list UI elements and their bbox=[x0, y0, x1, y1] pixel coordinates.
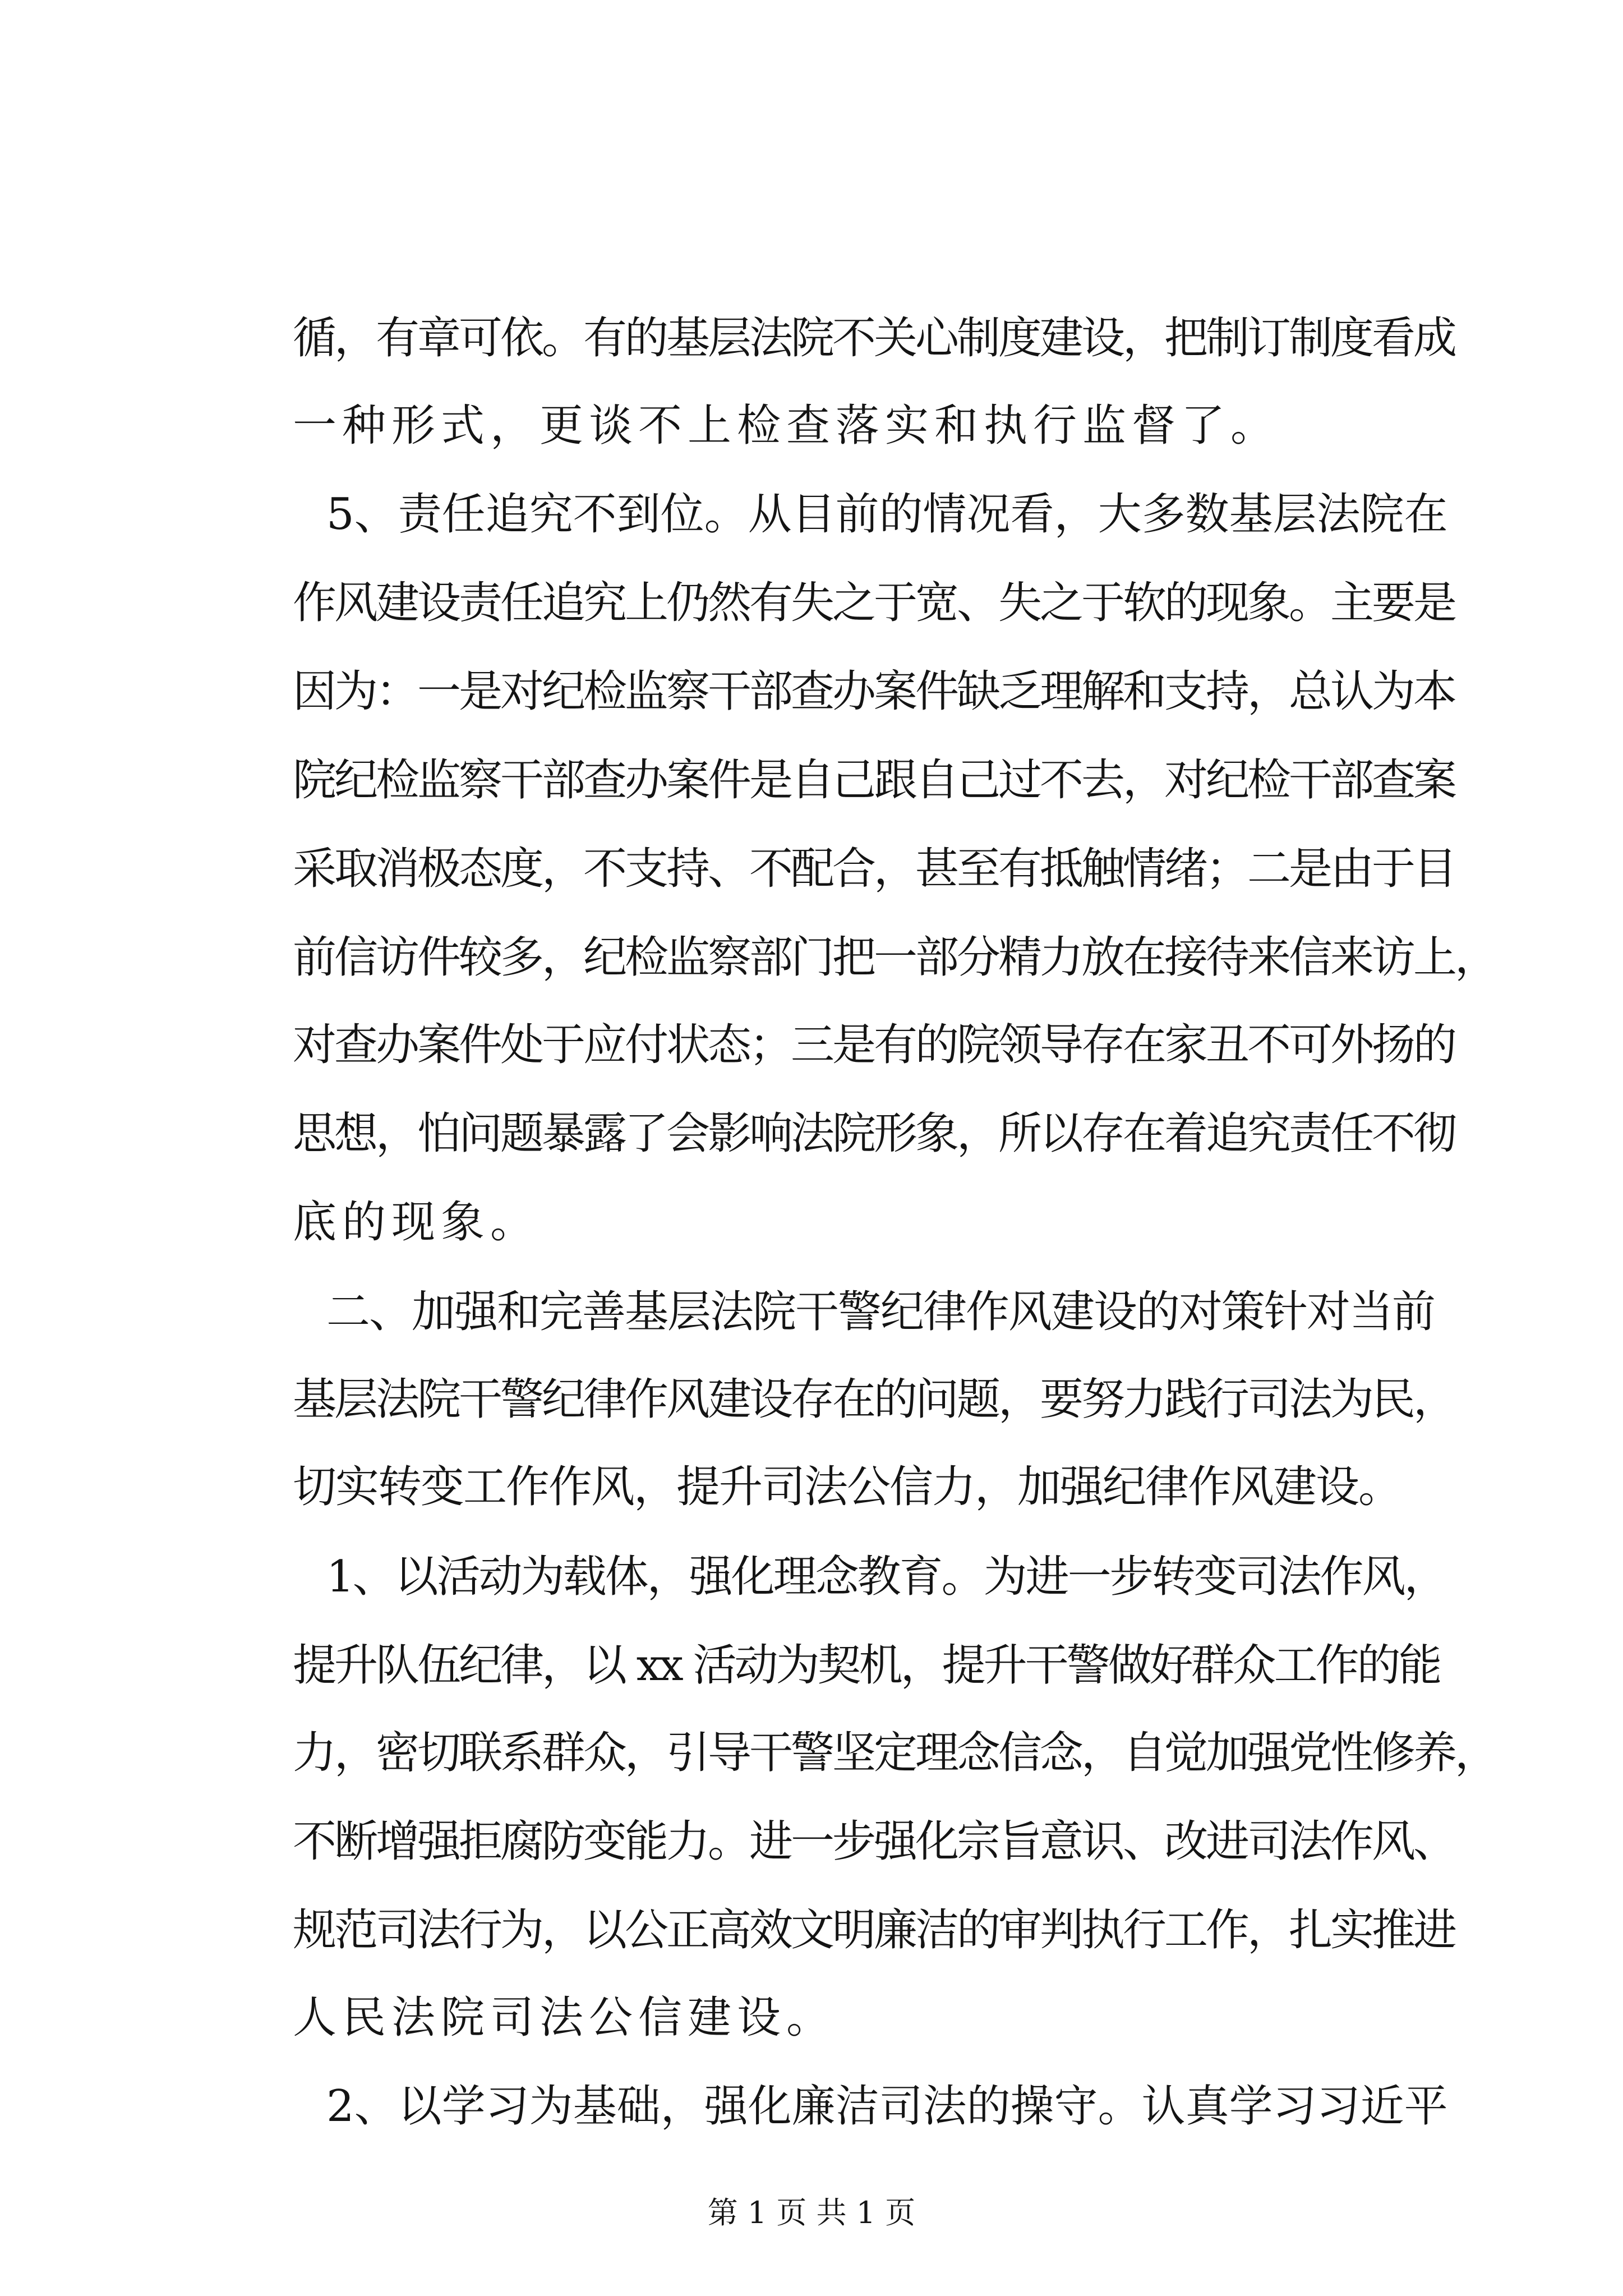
text-line: 切实转变工作作风，提升司法公信力，加强纪律作风建设。 bbox=[293, 1462, 1401, 1512]
text-line: 基层法院干警纪律作风建设存在的问题，要努力践行司法为民， bbox=[293, 1374, 1455, 1425]
text-line: 1、以活动为载体，强化理念教育。为进一步转变司法作风， bbox=[326, 1552, 1446, 1602]
text-line: 不断增强拒腐防变能力。进一步强化宗旨意识、改进司法作风、 bbox=[293, 1816, 1455, 1867]
text-line: 一种形式，更谈不上检查落实和执行监督了。 bbox=[293, 401, 1280, 451]
text-line: 提升队伍纪律，以 xx 活动为契机，提升干警做好群众工作的能 bbox=[293, 1640, 1440, 1691]
text-line: 人民法院司法公信建设。 bbox=[293, 1993, 836, 2043]
text-line: 循，有章可依。有的基层法院不关心制度建设，把制订制度看成 bbox=[293, 313, 1455, 364]
text-line: 作风建设责任追究上仍然有失之于宽、失之于软的现象。主要是 bbox=[293, 578, 1455, 628]
text-line: 思想，怕问题暴露了会影响法院形象，所以存在着追究责任不彻 bbox=[293, 1108, 1455, 1159]
text-line: 力，密切联系群众，引导干警坚定理念信念，自觉加强党性修养， bbox=[293, 1728, 1497, 1778]
text-line: 院纪检监察干部查办案件是自己跟自己过不去，对纪检干部查案 bbox=[293, 755, 1455, 806]
text-line: 二、加强和完善基层法院干警纪律作风建设的对策针对当前 bbox=[326, 1287, 1435, 1337]
text-line: 对查办案件处于应付状态；三是有的院领导存在家丑不可外扬的 bbox=[293, 1020, 1455, 1070]
text-line: 底的现象。 bbox=[293, 1197, 540, 1248]
text-line: 因为：一是对纪检监察干部查办案件缺乏理解和支持，总认为本 bbox=[293, 666, 1455, 717]
text-line: 2、以学习为基础，强化廉洁司法的操守。认真学习习近平 bbox=[326, 2081, 1448, 2132]
text-line: 采取消极态度，不支持、不配合，甚至有抵触情绪；二是由于目 bbox=[293, 844, 1455, 894]
text-line: 规范司法行为，以公正高效文明廉洁的审判执行工作，扎实推进 bbox=[293, 1905, 1455, 1955]
text-line: 5、责任追究不到位。从目前的情况看，大多数基层法院在 bbox=[326, 489, 1448, 540]
page-footer: 第 1 页 共 1 页 bbox=[707, 2195, 916, 2230]
text-line: 前信访件较多，纪检监察部门把一部分精力放在接待来信来访上， bbox=[293, 932, 1497, 983]
